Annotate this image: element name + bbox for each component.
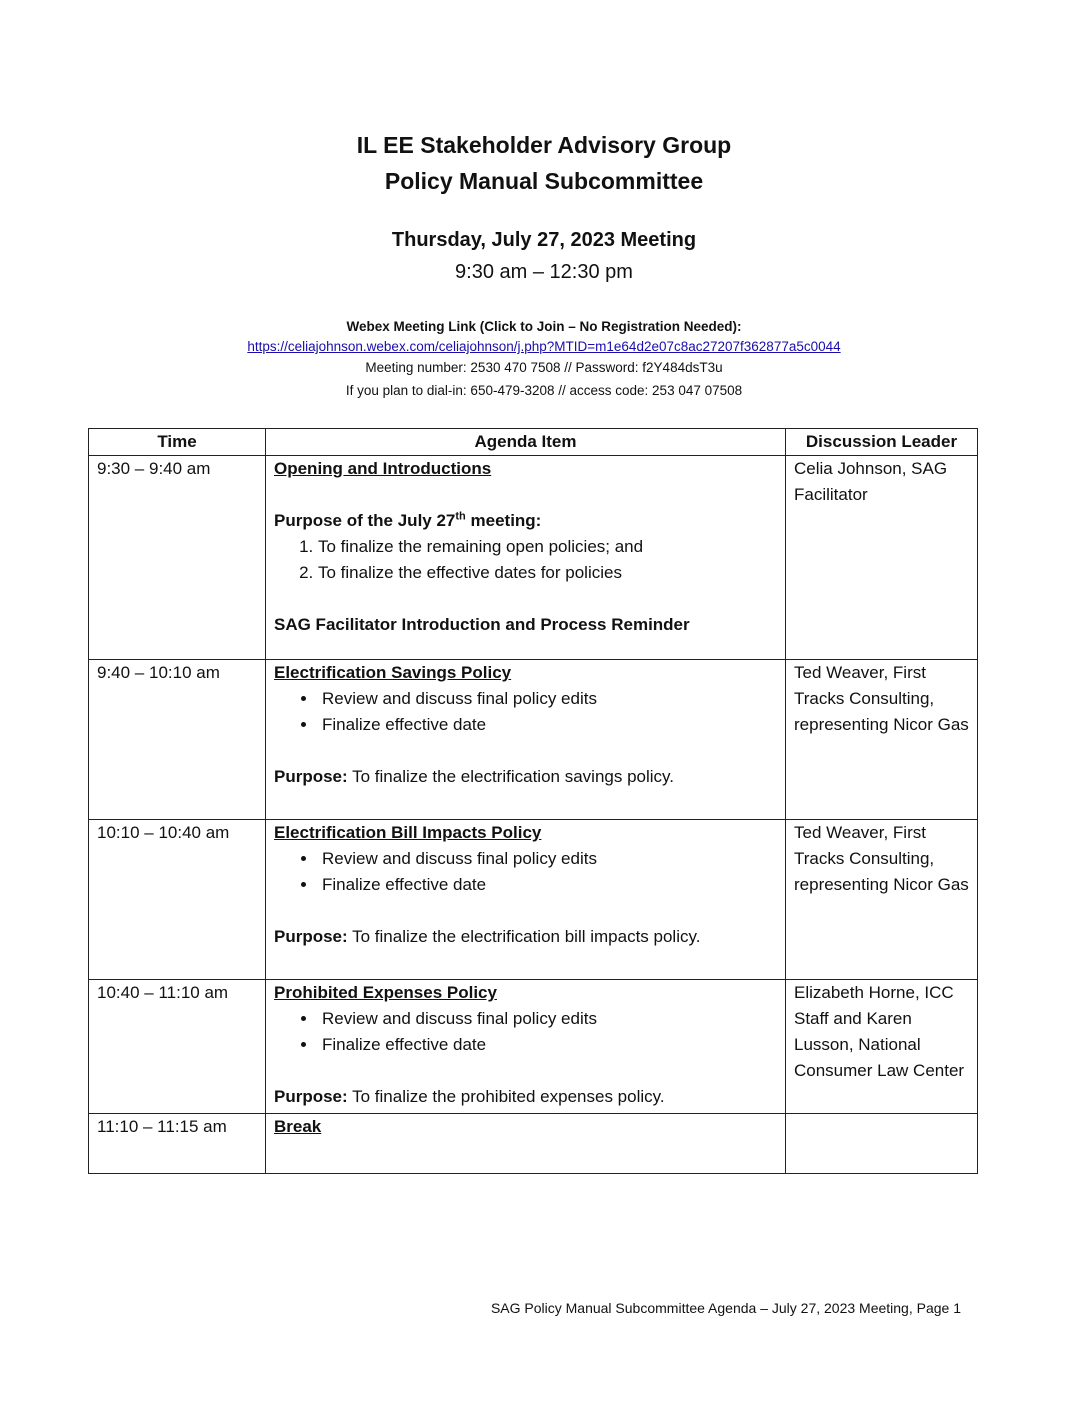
list-item: • Review and discuss final policy edits [318,686,777,712]
agenda-item-title: Electrification Savings Policy [274,663,512,682]
table-row [89,1114,978,1174]
webex-heading: Webex Meeting Link (Click to Join – No Registration Needed): [346,319,742,334]
column-header-agenda-item: Agenda Item [266,429,786,456]
table-header-row [89,429,978,456]
list-item: • Finalize effective date [318,712,777,738]
webex-meeting-link[interactable]: https://celiajohnson.webex.com/celiajohnson/j.php?MTID=m1e64d2e07c8ac27207f362877a5c0044 [247,339,841,354]
agenda-item-title: Electrification Bill Impacts Policy [274,823,542,842]
row-agenda-item [266,980,786,1114]
task-list [274,686,777,738]
column-header-time: Time [89,429,266,456]
column-header-discussion-leader: Discussion Leader [786,429,978,456]
row-time: 10:10 – 10:40 am [89,820,266,980]
row-time: 9:40 – 10:10 am [89,660,266,820]
row-time: 10:40 – 11:10 am [89,980,266,1114]
row-agenda-item [266,660,786,820]
purpose-heading: Purpose of the July 27th meeting: [274,510,542,530]
row-time: 11:10 – 11:15 am [89,1114,266,1174]
table-row [89,456,978,660]
purpose-list [274,534,777,586]
meeting-number: Meeting number: 2530 470 7508 // Password: f2Y484dsT3u [365,360,723,375]
title-line-1: IL EE Stakeholder Advisory Group [356,132,732,158]
agenda-item-title: Prohibited Expenses Policy [274,983,497,1002]
row-agenda-item [266,456,786,660]
list-item: • Finalize effective date [318,1032,777,1058]
task-list [274,846,777,898]
meeting-time: 9:30 am – 12:30 pm [455,261,633,283]
row-leader: Ted Weaver, First Tracks Consulting, representing Nicor Gas [786,820,978,980]
dial-in-info: If you plan to dial-in: 650-479-3208 // access code: 253 047 07508 [345,383,743,398]
list-item: • Finalize effective date [318,872,777,898]
list-item: • Review and discuss final policy edits [318,1006,777,1032]
title-line-2: Policy Manual Subcommittee [384,168,704,194]
row-leader: Elizabeth Horne, ICC Staff and Karen Lusson, National Consumer Law Center [786,980,978,1114]
agenda-table [88,428,978,1174]
purpose-line: Purpose: To finalize the prohibited expenses policy. [274,1087,665,1106]
row-leader: Celia Johnson, SAG Facilitator [786,456,978,660]
task-list [274,1006,777,1058]
row-leader [786,1114,978,1174]
facilitator-note: SAG Facilitator Introduction and Process Reminder [274,615,690,634]
page-footer: SAG Policy Manual Subcommittee Agenda – July 27, 2023 Meeting, Page 1 [490,1300,961,1316]
list-item: • Review and discuss final policy edits [318,846,777,872]
purpose-line: Purpose: To finalize the electrification bill impacts policy. [274,927,701,946]
list-item: 1. To finalize the remaining open policies; and [318,534,777,560]
row-agenda-item [266,1114,786,1174]
row-agenda-item [266,820,786,980]
meeting-date: Thursday, July 27, 2023 Meeting [391,229,697,251]
row-leader: Ted Weaver, First Tracks Consulting, representing Nicor Gas [786,660,978,820]
table-row [89,660,978,820]
purpose-line: Purpose: To finalize the electrification savings policy. [274,767,674,786]
list-item: 2. To finalize the effective dates for policies [318,560,777,586]
table-row [89,820,978,980]
table-row [89,980,978,1114]
row-time: 9:30 – 9:40 am [89,456,266,660]
agenda-item-title: Opening and Introductions [274,459,492,478]
agenda-item-title: Break [274,1117,322,1136]
